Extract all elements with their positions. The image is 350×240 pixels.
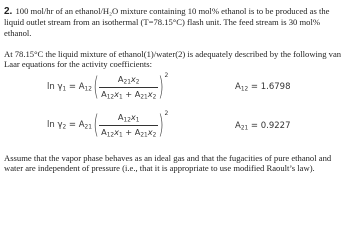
eq2-right-paren: ) bbox=[158, 110, 165, 140]
coefficient-a12: $A_{12} = 1.6798$ bbox=[235, 82, 291, 93]
eq1-right-paren: ) bbox=[158, 72, 165, 102]
eq2-left-paren: ( bbox=[93, 110, 99, 140]
van-laar-equation-1 bbox=[47, 74, 168, 100]
model-description: At 78.15°C the liquid mixture of ethanol(1)/water(2) is adequately described by the following van Laar equations for the activity coefficients: bbox=[4, 49, 342, 70]
eq2-exponent: 2 bbox=[164, 110, 169, 117]
a12-value: 1.6798 bbox=[260, 82, 291, 92]
a21-value: 0.9227 bbox=[260, 121, 291, 131]
eq2-lhs: $\ln \gamma_2 = A_{21}$ bbox=[47, 119, 92, 131]
van-laar-equation-2 bbox=[47, 112, 168, 138]
eq1-exponent: 2 bbox=[164, 72, 169, 79]
eq1-left-paren: ( bbox=[93, 72, 99, 102]
problem-number: 2. bbox=[4, 6, 13, 17]
eq1-fraction: $\frac{A_{21}x_2}{A_{12}x_1 + A_{21}x_2}$ bbox=[101, 74, 157, 100]
assumption-text: Assume that the vapor phase behaves as an ideal gas and that the fugacities of pure ethanol and water are independent of pressure (i.e., that it is appropriate to use modified Raoult’s law). bbox=[4, 153, 332, 174]
eq2-fraction: $\frac{A_{12}x_1}{A_{12}x_1 + A_{21}x_2}$ bbox=[101, 112, 157, 138]
eq1-lhs: $\ln \gamma_1 = A_{12}$ bbox=[47, 81, 92, 93]
problem-intro bbox=[4, 6, 346, 38]
coefficient-a21: $A_{21} = 0.9227$ bbox=[235, 121, 291, 132]
intro-text: 100 mol/hr of an ethanol/H₂O mixture containing 10 mol% ethanol is to be produced as the liquid outlet stream from an isothermal (T=78.15°C) flash unit. The feed stream is 30 mol% ethanol. bbox=[4, 6, 330, 38]
